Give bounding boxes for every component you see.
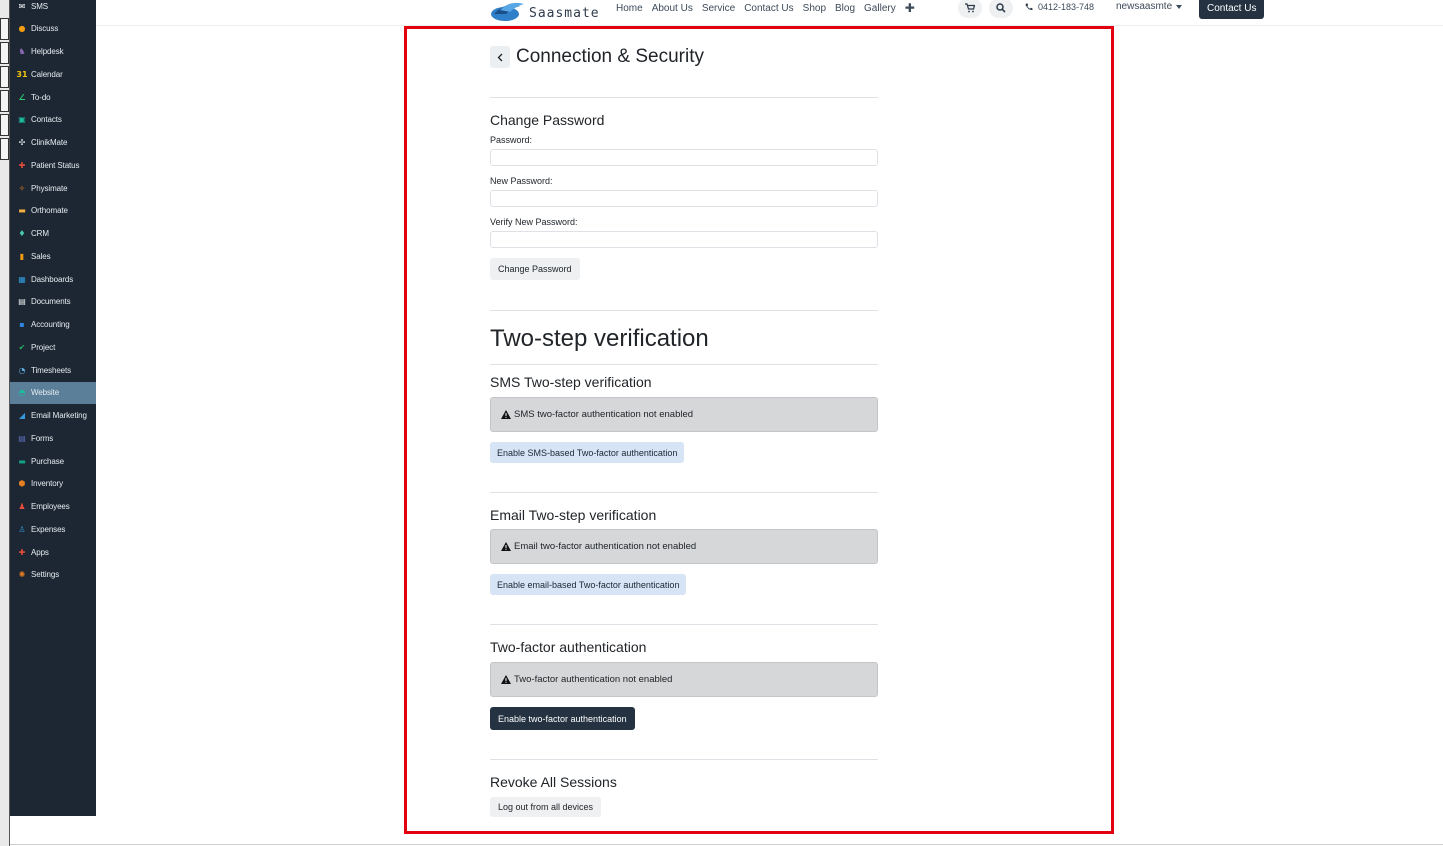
sidebar-item-crm[interactable] bbox=[10, 223, 96, 245]
sidebar-item-contacts[interactable] bbox=[10, 109, 96, 131]
email-2fa-heading: Email Two-step verification bbox=[490, 507, 657, 523]
sidebar-item-website[interactable] bbox=[10, 382, 96, 404]
sidebar-item-label: Documents bbox=[31, 297, 71, 307]
sidebar-item-label: Timesheets bbox=[31, 365, 72, 375]
sidebar-item-label: CRM bbox=[31, 229, 49, 238]
sidebar-item-forms[interactable] bbox=[10, 427, 96, 449]
nav-link-gallery[interactable]: Gallery bbox=[864, 2, 896, 14]
tfa-alert-text: Two-factor authentication not enabled bbox=[514, 674, 673, 685]
employees-icon: ♟ bbox=[18, 502, 26, 511]
warning-icon bbox=[501, 675, 511, 684]
sidebar-item-sms[interactable] bbox=[10, 0, 96, 17]
helpdesk-icon: ♞ bbox=[18, 47, 26, 56]
sidebar-item-label: Dashboards bbox=[31, 274, 74, 284]
divider bbox=[490, 492, 878, 493]
contacts-icon: ▣ bbox=[18, 115, 26, 125]
physimate-icon: ✧ bbox=[18, 183, 26, 193]
window-bottom-border bbox=[10, 844, 1443, 845]
cart-icon bbox=[965, 3, 975, 13]
back-button[interactable] bbox=[490, 46, 510, 68]
forms-icon: ▤ bbox=[18, 433, 26, 443]
password-input[interactable] bbox=[490, 149, 878, 166]
contact-us-button[interactable]: Contact Us bbox=[1199, 0, 1264, 19]
sidebar-item-inventory[interactable] bbox=[10, 473, 96, 495]
change-password-button[interactable]: Change Password bbox=[490, 258, 580, 280]
website-icon: ◓ bbox=[18, 388, 26, 398]
documents-icon: ▤ bbox=[18, 297, 26, 307]
sidebar-item-todo[interactable] bbox=[10, 86, 96, 108]
sidebar-item-patient-status[interactable] bbox=[10, 154, 96, 176]
calendar-icon: 31 bbox=[16, 69, 28, 79]
phone-icon bbox=[1025, 3, 1033, 11]
sidebar-item-label: Website bbox=[31, 388, 60, 398]
sidebar-item-project[interactable] bbox=[10, 336, 96, 358]
sidebar-item-settings[interactable] bbox=[10, 564, 96, 586]
nav-link-about-us[interactable]: About Us bbox=[651, 2, 693, 14]
divider bbox=[490, 310, 878, 311]
divider bbox=[490, 759, 878, 760]
todo-icon: ∠ bbox=[18, 92, 26, 102]
enable-sms-2fa-button[interactable]: Enable SMS-based Two-factor authentication bbox=[490, 442, 684, 463]
sidebar-item-dashboards[interactable] bbox=[10, 268, 96, 290]
warning-icon bbox=[501, 542, 511, 551]
website-header bbox=[96, 0, 1443, 26]
tfa-alert bbox=[490, 662, 878, 697]
sms-2fa-alert-text: SMS two-factor authentication not enabled bbox=[514, 409, 694, 420]
edge-tab[interactable] bbox=[0, 42, 9, 64]
window-edge-strip bbox=[0, 0, 10, 846]
sidebar-item-label: Patient Status bbox=[31, 160, 80, 170]
sidebar-item-label: Orthomate bbox=[31, 206, 68, 216]
sidebar-item-label: Apps bbox=[31, 547, 49, 557]
orthomate-icon: ▬ bbox=[18, 206, 26, 216]
sidebar-item-label: Accounting bbox=[31, 320, 70, 329]
edge-tab[interactable] bbox=[0, 114, 9, 136]
sidebar-item-orthomate[interactable] bbox=[10, 200, 96, 222]
clinikmate-icon: ✣ bbox=[18, 138, 26, 147]
sms-icon: ✉ bbox=[18, 1, 26, 11]
timesheets-icon: ◔ bbox=[18, 365, 26, 375]
password-label: Password: bbox=[490, 135, 533, 145]
sidebar-item-label: Forms bbox=[31, 433, 54, 443]
sidebar-item-email-marketing[interactable] bbox=[10, 405, 96, 427]
sidebar-item-label: Helpdesk bbox=[31, 47, 64, 56]
sidebar-item-calendar[interactable] bbox=[10, 63, 96, 85]
sidebar-item-label: Calendar bbox=[31, 69, 63, 79]
sidebar-item-documents[interactable] bbox=[10, 291, 96, 313]
sidebar-item-label: Physimate bbox=[31, 183, 68, 193]
sidebar-item-apps[interactable] bbox=[10, 541, 96, 563]
nav-link-home[interactable]: Home bbox=[616, 2, 643, 14]
sidebar-item-label: Email Marketing bbox=[31, 411, 87, 420]
main-nav bbox=[616, 0, 915, 16]
change-password-heading: Change Password bbox=[490, 112, 605, 128]
app-sidebar bbox=[10, 0, 96, 816]
user-name: newsaasmte bbox=[1116, 1, 1173, 12]
sidebar-item-timesheets[interactable] bbox=[10, 359, 96, 381]
search-icon bbox=[996, 3, 1006, 13]
expenses-icon: ♙ bbox=[18, 524, 26, 534]
enable-email-2fa-button[interactable]: Enable email-based Two-factor authentication bbox=[490, 574, 686, 595]
sidebar-item-sales[interactable] bbox=[10, 245, 96, 267]
brand-logo[interactable] bbox=[490, 0, 600, 22]
sidebar-item-purchase[interactable] bbox=[10, 450, 96, 472]
brand-name: Saasmate bbox=[529, 6, 600, 21]
crm-icon: ♦ bbox=[18, 229, 26, 238]
email-marketing-icon: ◢ bbox=[18, 411, 26, 420]
sidebar-item-discuss[interactable] bbox=[10, 18, 96, 40]
sidebar-item-helpdesk[interactable] bbox=[10, 41, 96, 63]
sales-icon: ▮ bbox=[19, 251, 25, 261]
sidebar-item-expenses[interactable] bbox=[10, 518, 96, 540]
nav-link-blog[interactable]: Blog bbox=[835, 2, 856, 14]
logout-all-devices-button[interactable]: Log out from all devices bbox=[490, 797, 601, 817]
email-2fa-alert bbox=[490, 529, 878, 564]
sidebar-item-employees[interactable] bbox=[10, 496, 96, 518]
nav-link-service[interactable]: Service bbox=[701, 2, 736, 14]
patient-status-icon: ✚ bbox=[18, 160, 26, 170]
discuss-icon: ● bbox=[18, 24, 26, 34]
inventory-icon: ⬢ bbox=[18, 479, 26, 489]
page-header bbox=[490, 46, 704, 68]
sidebar-item-accounting[interactable] bbox=[10, 314, 96, 336]
sidebar-item-physimate[interactable] bbox=[10, 177, 96, 199]
sms-2fa-heading: SMS Two-step verification bbox=[490, 374, 652, 390]
sidebar-item-label: Inventory bbox=[31, 479, 64, 489]
edge-tab[interactable] bbox=[0, 66, 9, 88]
project-icon: ✔ bbox=[18, 342, 26, 352]
sidebar-item-label: To-do bbox=[31, 92, 51, 102]
caret-down-icon bbox=[1176, 5, 1182, 9]
apps-icon: ✚ bbox=[18, 547, 26, 557]
sidebar-item-label: SMS bbox=[31, 1, 49, 11]
sidebar-item-label: Expenses bbox=[31, 524, 66, 534]
tfa-heading: Two-factor authentication bbox=[490, 639, 647, 655]
two-step-heading: Two-step verification bbox=[490, 325, 709, 352]
search-button[interactable] bbox=[989, 0, 1013, 18]
divider bbox=[490, 624, 878, 625]
sidebar-item-label: Sales bbox=[31, 251, 51, 261]
sidebar-item-label: Contacts bbox=[31, 115, 62, 125]
divider bbox=[490, 364, 878, 365]
sidebar-footer bbox=[10, 816, 96, 846]
edge-tab[interactable] bbox=[0, 90, 9, 112]
sidebar-item-clinikmate[interactable] bbox=[10, 132, 96, 154]
divider bbox=[490, 97, 878, 98]
edge-tab[interactable] bbox=[0, 138, 9, 160]
sidebar-item-label: Project bbox=[31, 342, 56, 352]
saasmate-logo-icon bbox=[490, 0, 526, 22]
sidebar-item-label: ClinikMate bbox=[31, 138, 68, 147]
chevron-left-icon bbox=[497, 53, 503, 62]
revoke-sessions-heading: Revoke All Sessions bbox=[490, 774, 617, 790]
sidebar-item-label: Discuss bbox=[31, 24, 59, 34]
purchase-icon: ▬ bbox=[18, 456, 26, 466]
verify-password-input[interactable] bbox=[490, 231, 878, 248]
sms-2fa-alert bbox=[490, 397, 878, 432]
edge-tab[interactable] bbox=[0, 18, 9, 40]
phone-number: 0412-183-748 bbox=[1038, 2, 1095, 12]
warning-icon bbox=[501, 410, 511, 419]
new-password-label: New Password: bbox=[490, 176, 553, 186]
accounting-icon: ▪ bbox=[19, 320, 25, 329]
page-title: Connection & Security bbox=[516, 46, 704, 67]
new-password-input[interactable] bbox=[490, 190, 878, 207]
sidebar-item-label: Employees bbox=[31, 502, 70, 511]
phone-link[interactable] bbox=[1025, 2, 1094, 12]
plus-icon[interactable]: ✚ bbox=[904, 1, 915, 15]
sidebar-item-label: Settings bbox=[31, 570, 60, 580]
email-2fa-alert-text: Email two-factor authentication not enabled bbox=[514, 541, 697, 552]
enable-tfa-button[interactable]: Enable two-factor authentication bbox=[490, 707, 635, 730]
settings-icon: ✺ bbox=[18, 570, 26, 580]
dashboards-icon: ▦ bbox=[18, 274, 26, 284]
verify-password-label: Verify New Password: bbox=[490, 217, 578, 227]
user-menu[interactable] bbox=[1116, 1, 1182, 12]
sidebar-item-label: Purchase bbox=[31, 456, 64, 466]
nav-link-shop[interactable]: Shop bbox=[802, 2, 827, 14]
cart-button[interactable] bbox=[958, 0, 982, 18]
nav-link-contact-us[interactable]: Contact Us bbox=[744, 2, 794, 14]
